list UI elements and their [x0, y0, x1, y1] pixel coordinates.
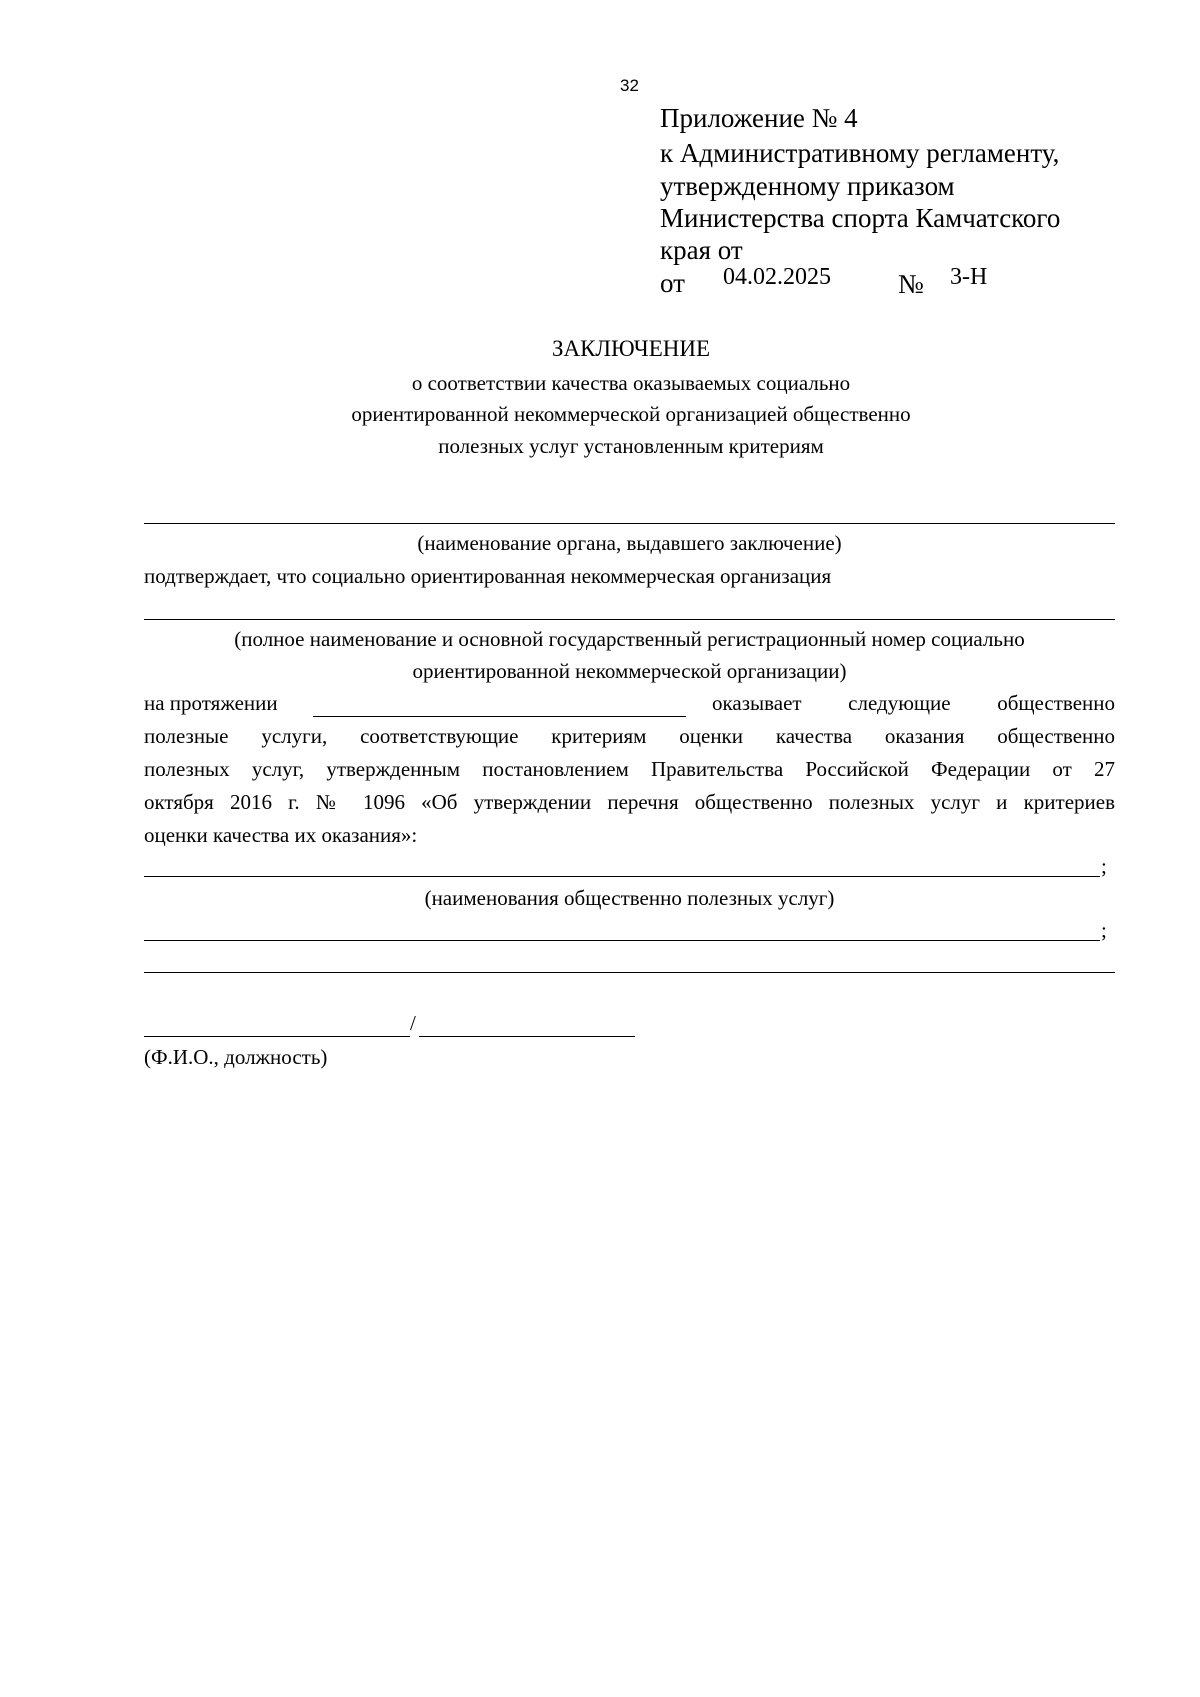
appendix-line-5: края от: [660, 235, 743, 265]
title-heading: ЗАКЛЮЧЕНИЕ: [551, 336, 711, 361]
service-line-2: [144, 940, 1100, 941]
appendix-line-4: Министерства спорта Камчатского: [660, 203, 1061, 233]
service-line-3: [144, 972, 1115, 973]
period-line: [313, 716, 686, 717]
order-date: 04.02.2025: [723, 264, 831, 290]
issuer-name-line: [144, 523, 1115, 524]
during-rest: оказывает следующие общественно: [712, 691, 1115, 715]
page-number: 32: [620, 76, 639, 95]
title-subtitle-2: ориентированной некоммерческой организацией общественно: [351, 402, 911, 426]
paragraph-line-1: полезные услуги, соответствующие критериям оценки качества оказания общественно: [144, 724, 1115, 748]
semicolon-1: ;: [1101, 854, 1107, 878]
title-subtitle-1: о соответствии качества оказываемых социально: [411, 371, 851, 395]
signature-slash: /: [410, 1011, 416, 1035]
paragraph-line-3: октября 2016 г. № 1096 «Об утверждении перечня общественно полезных услуг и критериев: [144, 790, 1115, 814]
fio-line: [144, 1036, 410, 1037]
services-caption: (наименования общественно полезных услуг): [424, 886, 835, 910]
organization-name-line: [144, 619, 1115, 620]
organization-caption-1: (полное наименование и основной государственный регистрационный номер социально: [234, 627, 1025, 651]
semicolon-2: ;: [1101, 918, 1107, 942]
signature-caption: (Ф.И.О., должность): [144, 1045, 328, 1069]
appendix-line-1: Приложение № 4: [660, 103, 858, 133]
confirms-text: подтверждает, что социально ориентированная некоммерческая организация: [144, 564, 832, 588]
appendix-line-3: утвержденному приказом: [660, 171, 955, 201]
paragraph-line-4: оценки качества их оказания»:: [144, 823, 418, 847]
date-prefix: от: [660, 268, 685, 298]
number-sign: №: [898, 269, 924, 299]
appendix-line-2: к Административному регламенту,: [660, 138, 1060, 168]
title-subtitle-3: полезных услуг установленным критериям: [438, 434, 824, 458]
service-line-1: [144, 876, 1100, 877]
order-number: 3-Н: [950, 264, 988, 290]
position-line: [419, 1036, 635, 1037]
paragraph-line-2: полезных услуг, утвержденным постановлением Правительства Российской Федерации от 27: [144, 757, 1115, 781]
during-label: на протяжении: [144, 691, 278, 715]
organization-caption-2: ориентированной некоммерческой организации): [412, 659, 847, 683]
issuer-caption: (наименование органа, выдавшего заключение): [417, 531, 842, 555]
